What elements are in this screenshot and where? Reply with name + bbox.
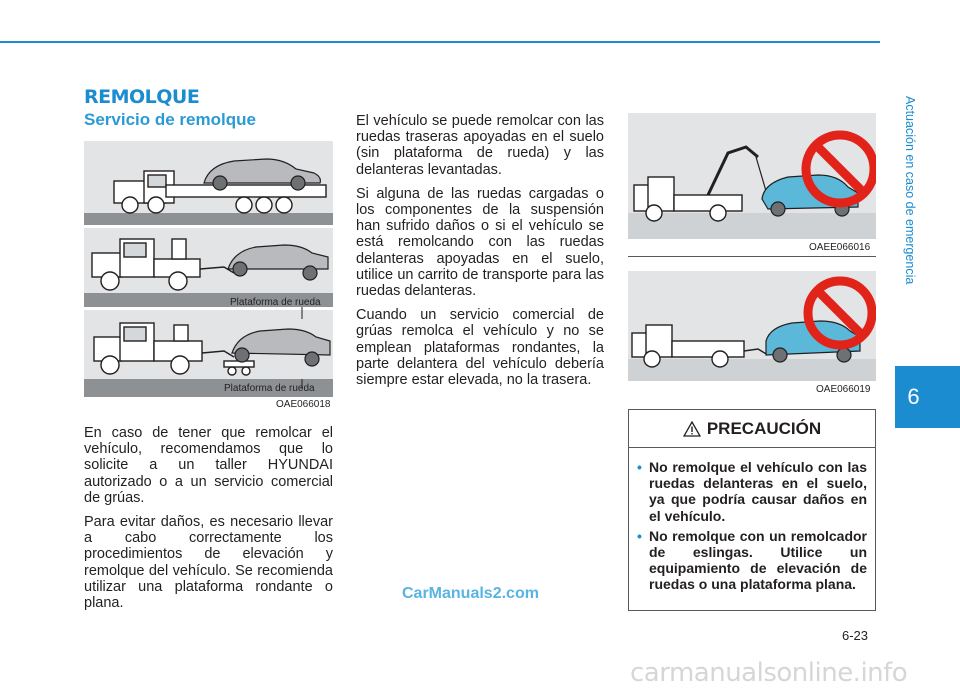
tow-truck-figure [84,141,333,397]
section-title: REMOLQUE [84,86,200,108]
figure-code: OAE066019 [816,384,871,395]
bullet-icon: • [637,527,642,544]
chapter-sidebar-label: Actuación en caso de emergencia [903,95,917,285]
caution-list [629,448,875,593]
column-2-text [356,113,604,396]
bullet-icon: • [637,459,642,475]
paragraph: El vehículo se puede remolcar con las ruedas traseras apoyadas en el suelo (sin plataforma de rueda) y las delanteras levantadas. [356,113,604,178]
watermark-footer: carmanualsonline.info [630,658,908,688]
paragraph: Para evitar daños, es necesario llevar a cabo correctamente los procedimientos de elevación y remolque del vehículo. Se recomienda utilizar una plataforma rondante o plana. [84,514,333,612]
paragraph: Cuando un servicio comercial de grúas remolca el vehículo y no se emplean plataformas rondantes, la parte delantera del vehículo debería siempre estar elevada, no la trasera. [356,307,604,389]
paragraph: En caso de tener que remolcar el vehículo, recomendamos que lo solicite a un taller HYUNDAI autorizado o a un servicio comercial de grúas. [84,425,333,506]
caution-item: • No remolque el vehículo con las ruedas delanteras en el suelo, ya que podría causar daños en el vehículo. [637,459,867,524]
watermark-center: CarManuals2.com [402,585,539,602]
chapter-tab: 6 [895,366,960,428]
section-subtitle: Servicio de remolque [84,110,256,129]
sling-tow-illustration [628,113,876,239]
figure-label: Plataforma de rueda [224,383,315,394]
caution-title: PRECAUCIÓN [706,418,822,438]
header-rule [0,41,880,43]
column-1-text [84,425,333,619]
caution-box [628,409,876,611]
prohibited-tow-figure-bottom [628,271,876,381]
tow-truck-illustration [84,141,333,397]
caution-header [629,410,875,448]
figure-label: Plataforma de rueda [230,297,321,308]
prohibited-tow-figure-top [628,113,876,239]
figure-divider [628,256,876,257]
warning-triangle-icon [683,421,701,437]
caution-item: • No remolque con un remolcador de eslingas. Utilice un equipamiento de elevación de ruedas o una plataforma plana. [637,527,867,593]
paragraph: Si alguna de las ruedas cargadas o los componentes de la suspensión han sufrido daños o si el vehículo se está remolcando con las ruedas delanteras apoyadas en el suelo, utilice un carrito de transporte para las ruedas delanteras. [356,185,604,300]
page-number: 6-23 [842,628,869,643]
wheel-lift-wrong-illustration [628,271,876,381]
figure-code: OAEE066016 [809,242,871,253]
figure-code: OAE066018 [276,399,331,410]
